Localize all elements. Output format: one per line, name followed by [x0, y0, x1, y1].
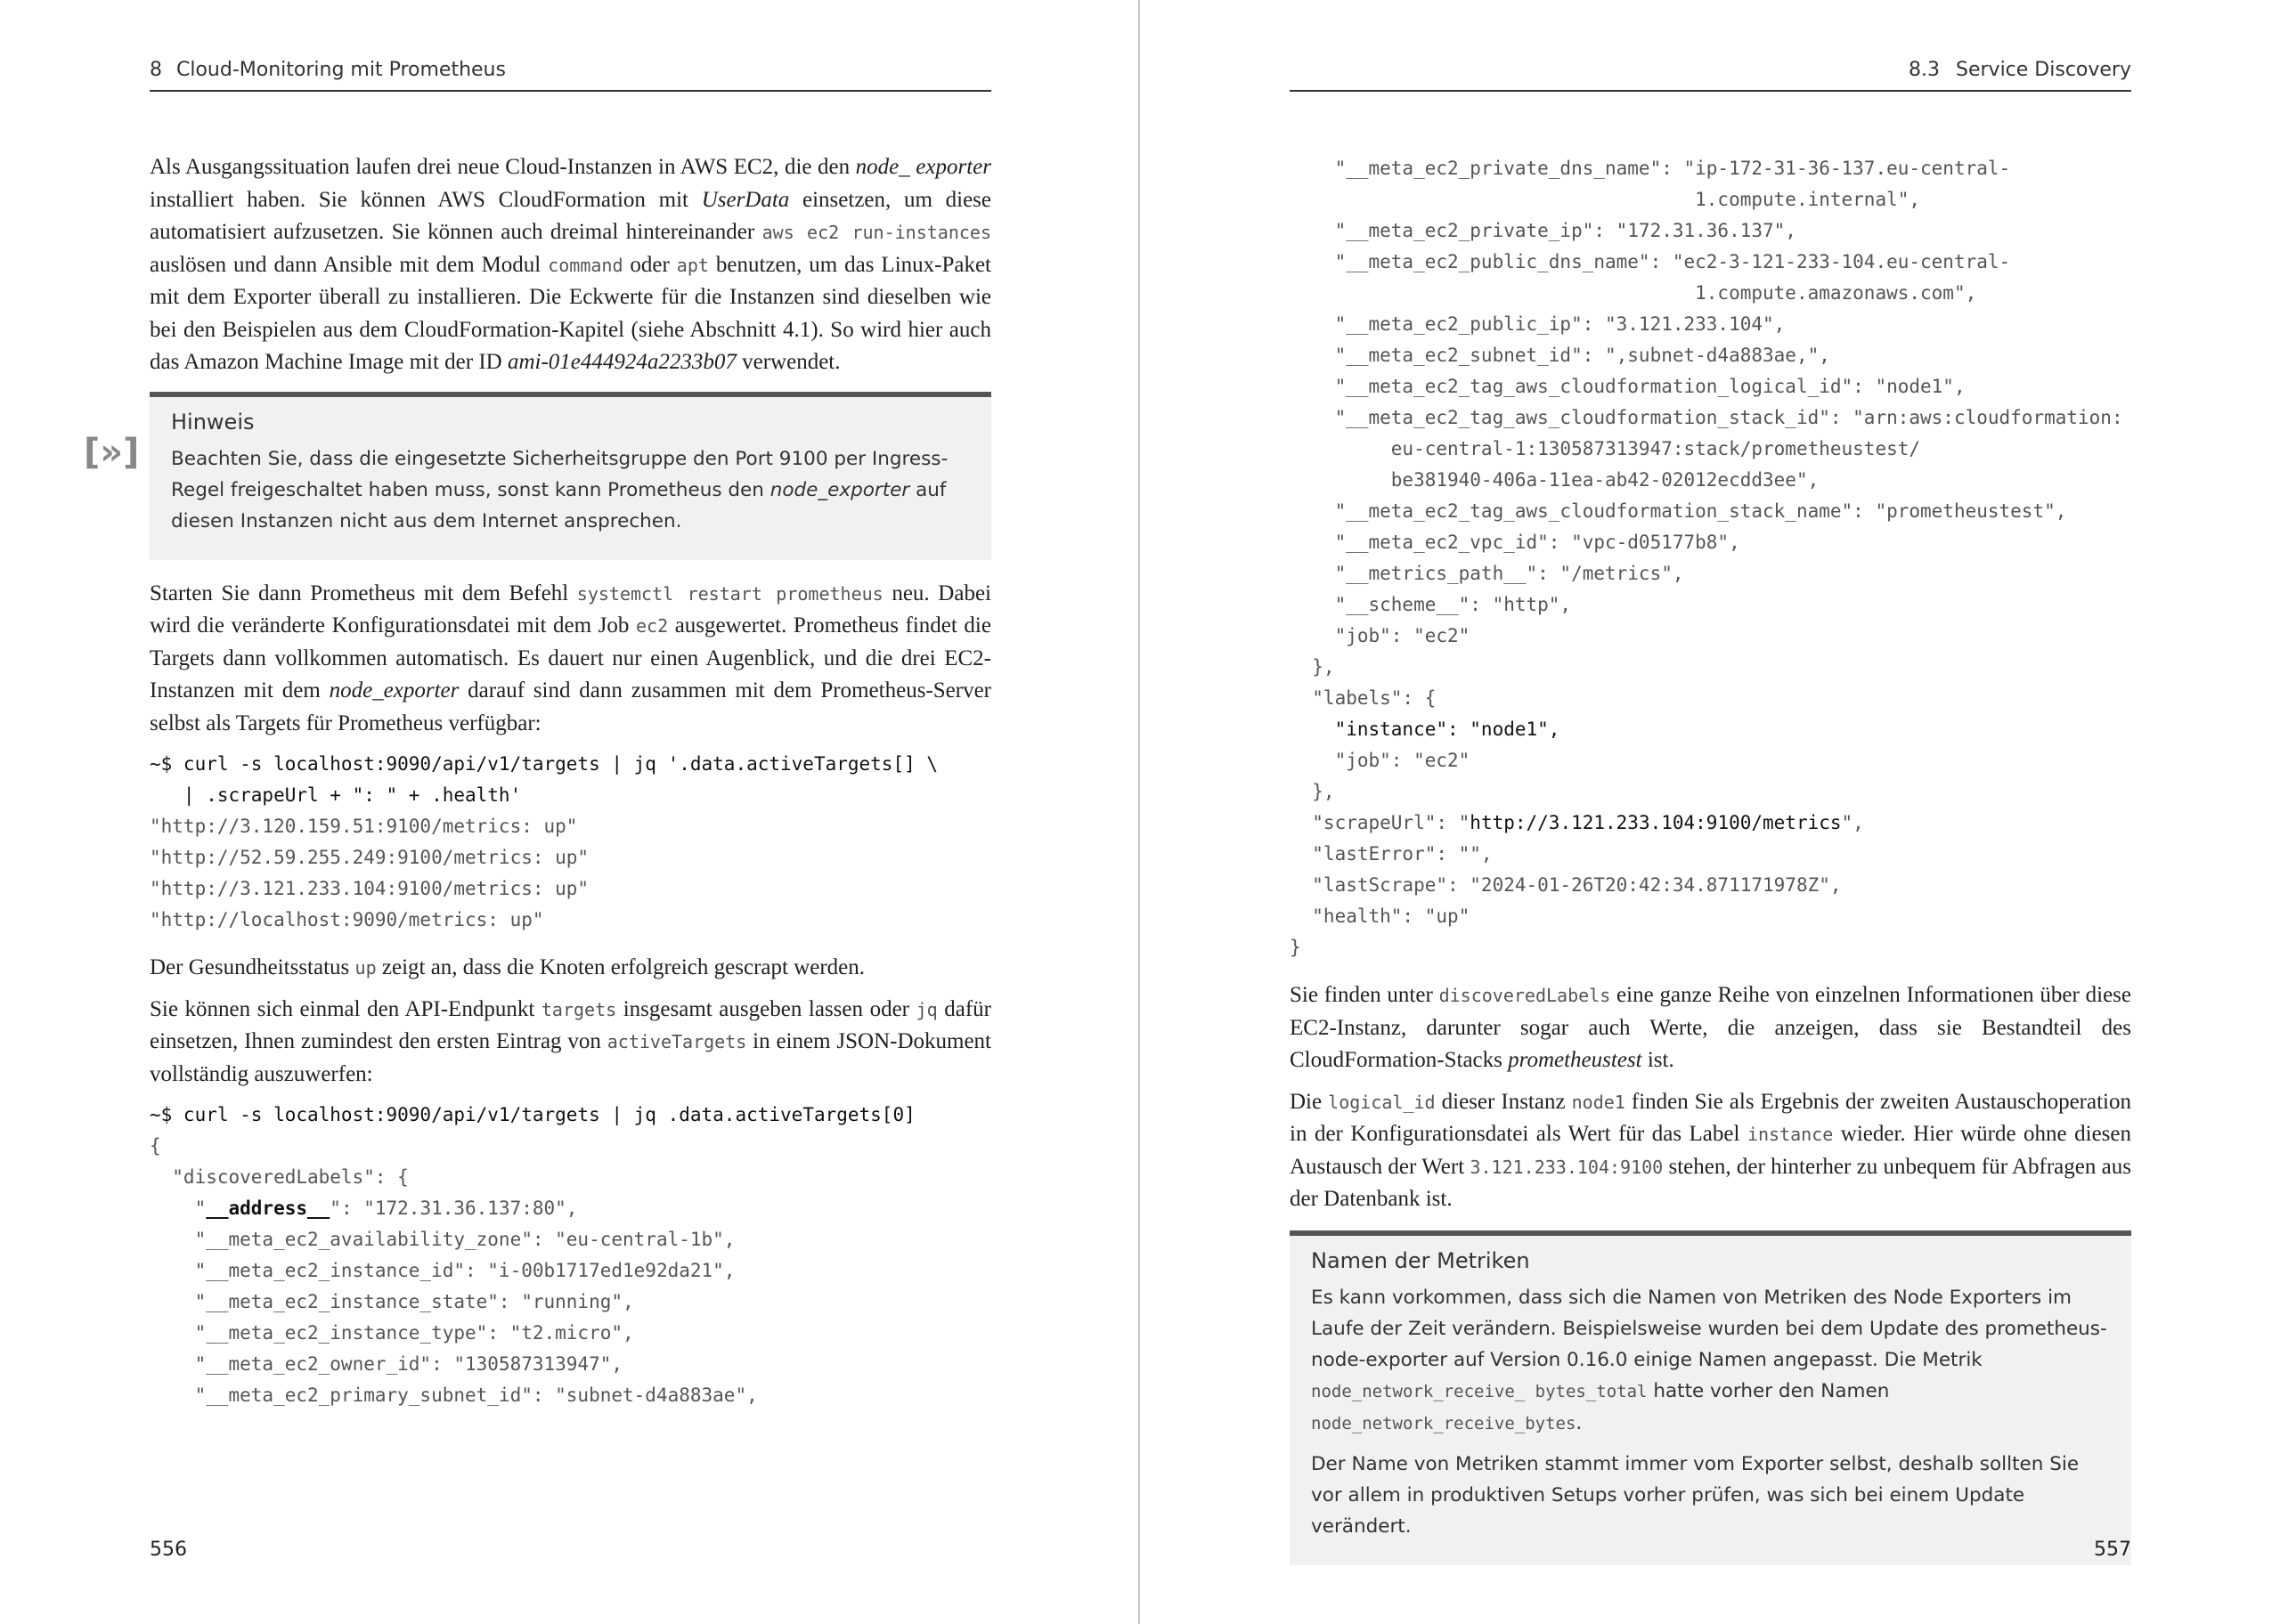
code-block: ~$ curl -s localhost:9090/api/v1/targets | jq '.data.activeTargets[] \ | .scrapeUrl + ": " + .health' "http://3.120.159.51:9100/metrics: up" "http://52.59.255.249:9100/metrics: up" "http://3.121.233.104:9100/metrics: up" "http://localhost:9090/metrics: up": [150, 753, 939, 930]
right-body: [1290, 153, 2131, 1583]
right-page: [1140, 0, 2278, 1624]
paragraph: Der Gesundheitsstatus up zeigt an, dass die Knoten erfolgreich gescrapt werden.: [150, 955, 866, 979]
info-box: [1290, 1230, 2131, 1565]
chapter-title: Cloud-Monitoring mit Prometheus: [176, 59, 506, 81]
left-page: [0, 0, 1138, 1624]
hint-icon: [»]: [84, 432, 140, 473]
hint-box: [150, 392, 991, 560]
info-box-title: Namen der Metriken: [1311, 1247, 1530, 1273]
section-title: Service Discovery: [1956, 59, 2131, 81]
paragraph: Als Ausgangssituation laufen drei neue Cloud-Instanzen in AWS EC2, die den node_ exporter installiert haben. Sie können AWS CloudFormation mit UserData einsetzen, um diese automatisiert aufzusetzen. Sie können auch dreimal hintereinander aws ec2 run-instances auslösen und dann Ansible mit dem Modul command oder apt benutzen, um das Linux-Paket mit dem Exporter überall zu installieren. Die Eckwerte für die Instanzen sind dieselben wie bei den Beispielen aus dem CloudFormation-Kapitel (siehe Abschnitt 4.1). So wird hier auch das Amazon Machine Image mit der ID ami-01e444924a2233b07 verwendet.: [150, 155, 992, 374]
hint-text: Beachten Sie, dass die eingesetzte Sicherheitsgruppe den Port 9100 per Ingress-Regel freigeschaltet haben muss, sonst kann Prometheus den node_exporter auf diesen Instanzen nicht aus dem Internet ansprechen.: [171, 447, 949, 532]
running-header: [150, 59, 991, 92]
hint-title: Hinweis: [171, 409, 255, 434]
paragraph: Die logical_id dieser Instanz node1 finden Sie als Ergebnis der zweiten Austauschoperation in der Konfigurationsdatei als Wert für das Label instance wieder. Hier würde ohne diesen Austausch der Wert 3.121.233.104:9100 stehen, der hinterher zu unbequem für Abfragen aus der Datenbank ist.: [1290, 1089, 2132, 1211]
section-number: 8.3: [1909, 59, 1940, 81]
chapter-number: 8: [150, 59, 162, 81]
page-number: 556: [150, 1539, 187, 1561]
paragraph: Sie finden unter discoveredLabels eine ganze Reihe von einzelnen Informationen über diese EC2-Instanz, darunter sogar auch Werte, die anzeigen, dass sie Bestandteil des CloudFormation-Stacks prometheustest ist.: [1290, 983, 2131, 1072]
code-block: "__meta_ec2_private_dns_name": "ip-172-31-36-137.eu-central- 1.compute.internal", "__meta_ec2_private_ip": "172.31.36.137", "__meta_ec2_public_dns_name": "ec2-3-121-233-104.eu-central- 1.compute.amazonaws.com", "__meta_ec2_public_ip": "3.121.233.104", "__meta_ec2_subnet_id": ",subnet-d4a883ae,", "__meta_ec2_tag_aws_cloudformation_logical_id": "node1", "__meta_ec2_tag_aws_cloudformation_stack_id": "arn:aws:cloudformation: eu-central-1:130587313947:stack/prometheustest/ be381940-406a-11ea-ab42-02012ecdd3ee", "__meta_ec2_tag_aws_cloudformation_stack_name": "prometheustest", "__meta_ec2_vpc_id": "vpc-d05177b8", "__metrics_path__": "/metrics", "__scheme__": "http", "job": "ec2" }, "labels": { "instance": "node1", "job": "ec2" }, "scrapeUrl": "http://3.121.233.104:9100/metrics", "lastError": "", "lastScrape": "2024-01-26T20:42:34.871171978Z", "health": "up" }: [1290, 158, 2123, 958]
running-header: [1290, 59, 2131, 92]
code-block: ~$ curl -s localhost:9090/api/v1/targets | jq .data.activeTargets[0] { "discoveredLabels": { "__address__": "172.31.36.137:80", "__meta_ec2_availability_zone": "eu-central-1b", "__meta_ec2_instance_id": "i-00b1717ed1e92da21", "__meta_ec2_instance_state": "running", "__meta_ec2_instance_type": "t2.micro", "__meta_ec2_owner_id": "130587313947", "__meta_ec2_primary_subnet_id": "subnet-d4a883ae",: [150, 1104, 916, 1406]
left-body: [150, 151, 991, 1427]
paragraph: Starten Sie dann Prometheus mit dem Befehl systemctl restart prometheus neu. Dabei wird die veränderte Konfigurationsdatei mit dem Job ec2 ausgewertet. Prometheus findet die Targets dann vollkommen automatisch. Es dauert nur einen Augenblick, und die drei EC2-Instanzen mit dem node_exporter darauf sind dann zusammen mit dem Prometheus-Server selbst als Targets für Prometheus verfügbar:: [150, 581, 991, 735]
info-box-text: Der Name von Metriken stammt immer vom Exporter selbst, deshalb sollten Sie vor allem in produktiven Setups vorher prüfen, was sich bei einem Update verändert.: [1311, 1452, 2080, 1538]
paragraph: Sie können sich einmal den API-Endpunkt targets insgesamt ausgeben lassen oder jq dafür einsetzen, Ihnen zumindest den ersten Eintrag von activeTargets in einem JSON-Dokument vollständig auszuwerfen:: [150, 996, 992, 1086]
info-box-text: Es kann vorkommen, dass sich die Namen von Metriken des Node Exporters im Laufe der Zeit verändern. Beispielsweise wurden bei dem Update des prometheus-node-exporter auf Version 0.16.0 einige Namen angepasst. Die Metrik node_network_receive_ bytes_total hatte vorher den Namen node_network_receive_bytes.: [1311, 1286, 2107, 1434]
page-number: 557: [2094, 1539, 2131, 1561]
